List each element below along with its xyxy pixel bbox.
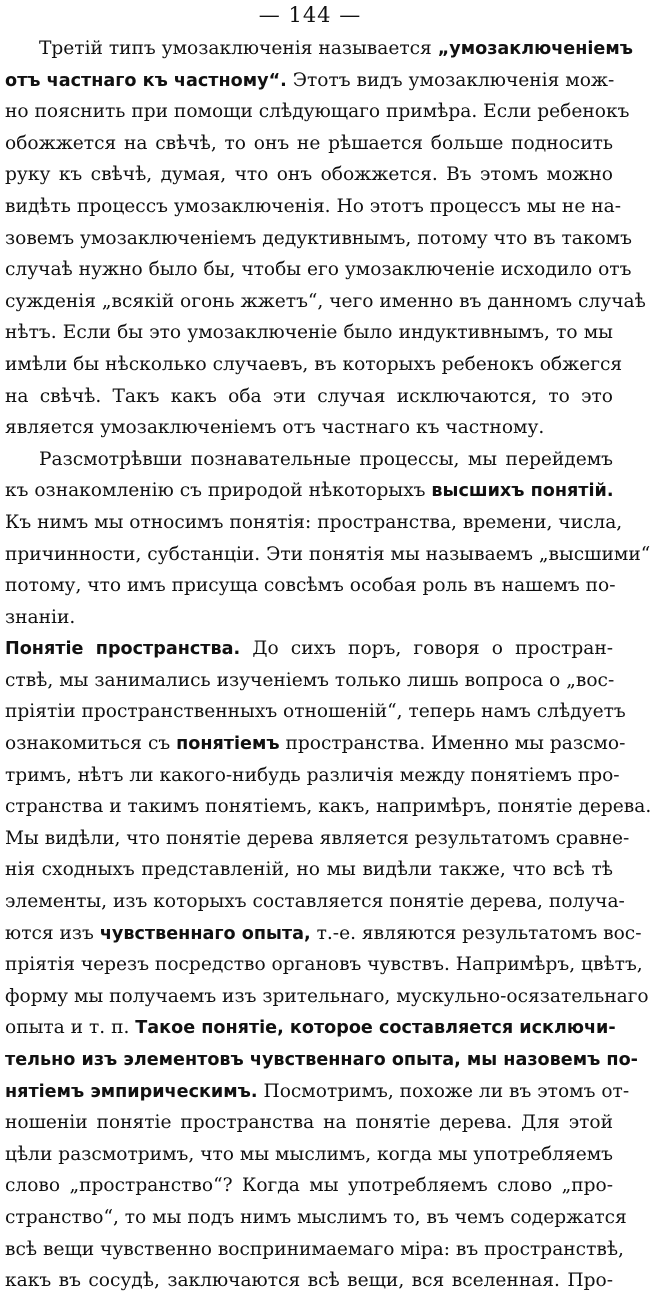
- text-segment: пріятіи пространственныхъ отношеній“, теперь намъ слѣдуетъ: [5, 701, 626, 723]
- text-segment: какъ въ сосудѣ, заключаются всѣ вещи, вся вселенная. Про-: [5, 1270, 613, 1292]
- text-segment: къ ознакомленію съ природой нѣкоторыхъ: [5, 480, 432, 502]
- text-line: [5, 1265, 613, 1297]
- text-line: [5, 1076, 630, 1108]
- text-segment: ознакомиться съ: [5, 733, 177, 755]
- text-segment: причинности, субстанціи. Эти понятія мы называемъ „высшими“: [5, 543, 651, 565]
- text-line: [5, 65, 613, 97]
- text-segment: Этотъ видъ умозаключенія мож-: [286, 69, 615, 91]
- text-segment: потому, что имъ присуща совсѣмъ особая роль въ нашемъ по-: [5, 575, 616, 597]
- text-line: [5, 412, 613, 444]
- text-line: [5, 128, 613, 160]
- text-segment: слово „пространство“? Когда мы употребляемъ слово „про-: [5, 1175, 613, 1197]
- text-segment: является умозаключеніемъ отъ частнаго къ частному.: [5, 417, 545, 439]
- text-segment: ношеніи понятіе пространства на понятіе дерева. Для этой: [5, 1112, 613, 1134]
- text-segment: Къ нимъ мы относимъ понятія: пространства, времени, числа,: [5, 511, 623, 533]
- text-line: [5, 949, 643, 981]
- bold-text-segment: нятіемъ эмпирическимъ.: [5, 1081, 258, 1102]
- text-segment: цѣли разсмотримъ, что мы мыслимъ, когда мы употребляемъ: [5, 1143, 613, 1165]
- text-segment: пріятія черезъ посредство органовъ чувствъ. Напримѣръ, цвѣтъ,: [5, 954, 643, 976]
- text-line: [5, 444, 613, 476]
- text-segment: видѣть процессъ умозаключенія. Но этотъ процессъ мы не на-: [5, 195, 621, 217]
- text-segment: Мы видѣли, что понятіе дерева является результатомъ сравне-: [5, 827, 630, 849]
- bold-text-segment: тельно изъ элементовъ чувственнаго опыта, мы назовемъ по-: [5, 1050, 638, 1070]
- text-segment: зовемъ умозаключеніемъ дедуктивнымъ, потому что въ такомъ: [5, 227, 632, 249]
- text-line: [5, 602, 613, 634]
- text-line: [5, 507, 623, 539]
- text-segment: т.-е. являются результатомъ вос-: [310, 922, 642, 944]
- text-segment: странства и такимъ понятіемъ, какъ, напримѣръ, понятіе дерева.: [5, 796, 651, 818]
- text-line: [5, 823, 630, 855]
- bold-text-segment: „умозаключеніемъ: [437, 39, 633, 59]
- text-segment: странство“, то мы подъ нимъ мыслимъ то, въ чемъ содержатся: [5, 1206, 627, 1228]
- text-line: [5, 254, 632, 286]
- text-line: [5, 854, 613, 886]
- text-line: [5, 1139, 613, 1171]
- text-segment: знаніи.: [5, 606, 76, 628]
- text-line: [5, 728, 626, 760]
- text-line: [5, 696, 626, 728]
- text-line: [5, 665, 613, 697]
- text-segment: пространства. Именно мы разсмо-: [279, 733, 626, 755]
- bold-text-segment: отъ частнаго къ частному“.: [5, 70, 287, 91]
- text-segment: нія сходныхъ представленій, но мы видѣли также, что всѣ тѣ: [5, 859, 613, 881]
- text-line: [5, 1044, 638, 1076]
- text-segment: руку къ свѣчѣ, думая, что онъ обожжется. Въ этомъ можно: [5, 164, 613, 186]
- text-segment: всѣ вещи чувственно воспринимаемаго міра: въ пространствѣ,: [5, 1238, 624, 1260]
- text-line: [5, 317, 613, 349]
- text-line: [5, 918, 642, 950]
- text-line: [5, 1234, 624, 1266]
- text-line: [5, 570, 616, 602]
- text-line: [5, 349, 623, 381]
- text-segment: опыта и т. п.: [5, 1017, 136, 1039]
- bold-text-segment: высшихъ понятій.: [431, 481, 614, 502]
- text-line: [5, 886, 625, 918]
- text-segment: ствѣ, мы занимались изученіемъ только лишь вопроса о „вос-: [5, 669, 615, 691]
- text-line: [5, 1170, 613, 1202]
- text-line: [5, 633, 613, 665]
- text-line: [5, 1202, 627, 1234]
- text-segment: обожжется на свѣчѣ, то онъ не рѣшается больше подносить: [5, 132, 613, 154]
- text-segment: тримъ, нѣтъ ли какого-нибудь различія между понятіемъ про-: [5, 764, 620, 786]
- text-segment: До сихъ поръ, говоря о простран-: [240, 638, 613, 660]
- text-line: [5, 981, 649, 1013]
- text-line: [5, 223, 632, 255]
- bold-text-segment: Понятіе пространства.: [5, 639, 241, 660]
- text-line: [5, 159, 613, 191]
- text-segment: нѣтъ. Если бы это умозаключеніе было индуктивнымъ, то мы: [5, 322, 613, 344]
- text-segment: но пояснить при помощи слѣдующаго примѣра. Если ребенокъ: [5, 101, 630, 123]
- body-text: [5, 33, 651, 1297]
- text-segment: Третій типъ умозаключенія называется: [39, 38, 438, 59]
- text-segment: Посмотримъ, похоже ли въ этомъ от-: [257, 1080, 630, 1102]
- text-line: [5, 791, 651, 823]
- text-segment: форму мы получаемъ изъ зрительнаго, мускульно-осязательнаго: [5, 985, 649, 1007]
- page-number: — 144 —: [258, 3, 362, 27]
- bold-text-segment: понятіемъ: [176, 734, 280, 755]
- text-line: [5, 539, 651, 571]
- text-line: [5, 1107, 613, 1139]
- text-line: [5, 475, 613, 507]
- text-line: [5, 381, 613, 413]
- text-line: [5, 96, 630, 128]
- text-line: [5, 1012, 616, 1044]
- text-line: [5, 191, 621, 223]
- text-segment: на свѣчѣ. Такъ какъ оба эти случая исключаются, то это: [5, 385, 613, 407]
- text-segment: случаѣ нужно было бы, чтобы его умозаключеніе исходило отъ: [5, 259, 632, 281]
- text-segment: Разсмотрѣвши познавательные процессы, мы перейдемъ: [39, 448, 613, 470]
- text-segment: ются изъ: [5, 922, 100, 944]
- text-segment: сужденія „всякій огонь жжетъ“, чего именно въ данномъ случаѣ: [5, 290, 646, 312]
- text-line: [5, 286, 646, 318]
- text-segment: элементы, изъ которыхъ составляется понятіе дерева, получа-: [5, 891, 625, 913]
- text-segment: имѣли бы нѣсколько случаевъ, въ которыхъ ребенокъ обжегся: [5, 353, 623, 375]
- text-line: [5, 760, 620, 792]
- text-line: [5, 33, 633, 65]
- bold-text-segment: Такое понятіе, которое составляется исключи-: [135, 1018, 616, 1039]
- bold-text-segment: чувственнаго опыта,: [99, 923, 311, 944]
